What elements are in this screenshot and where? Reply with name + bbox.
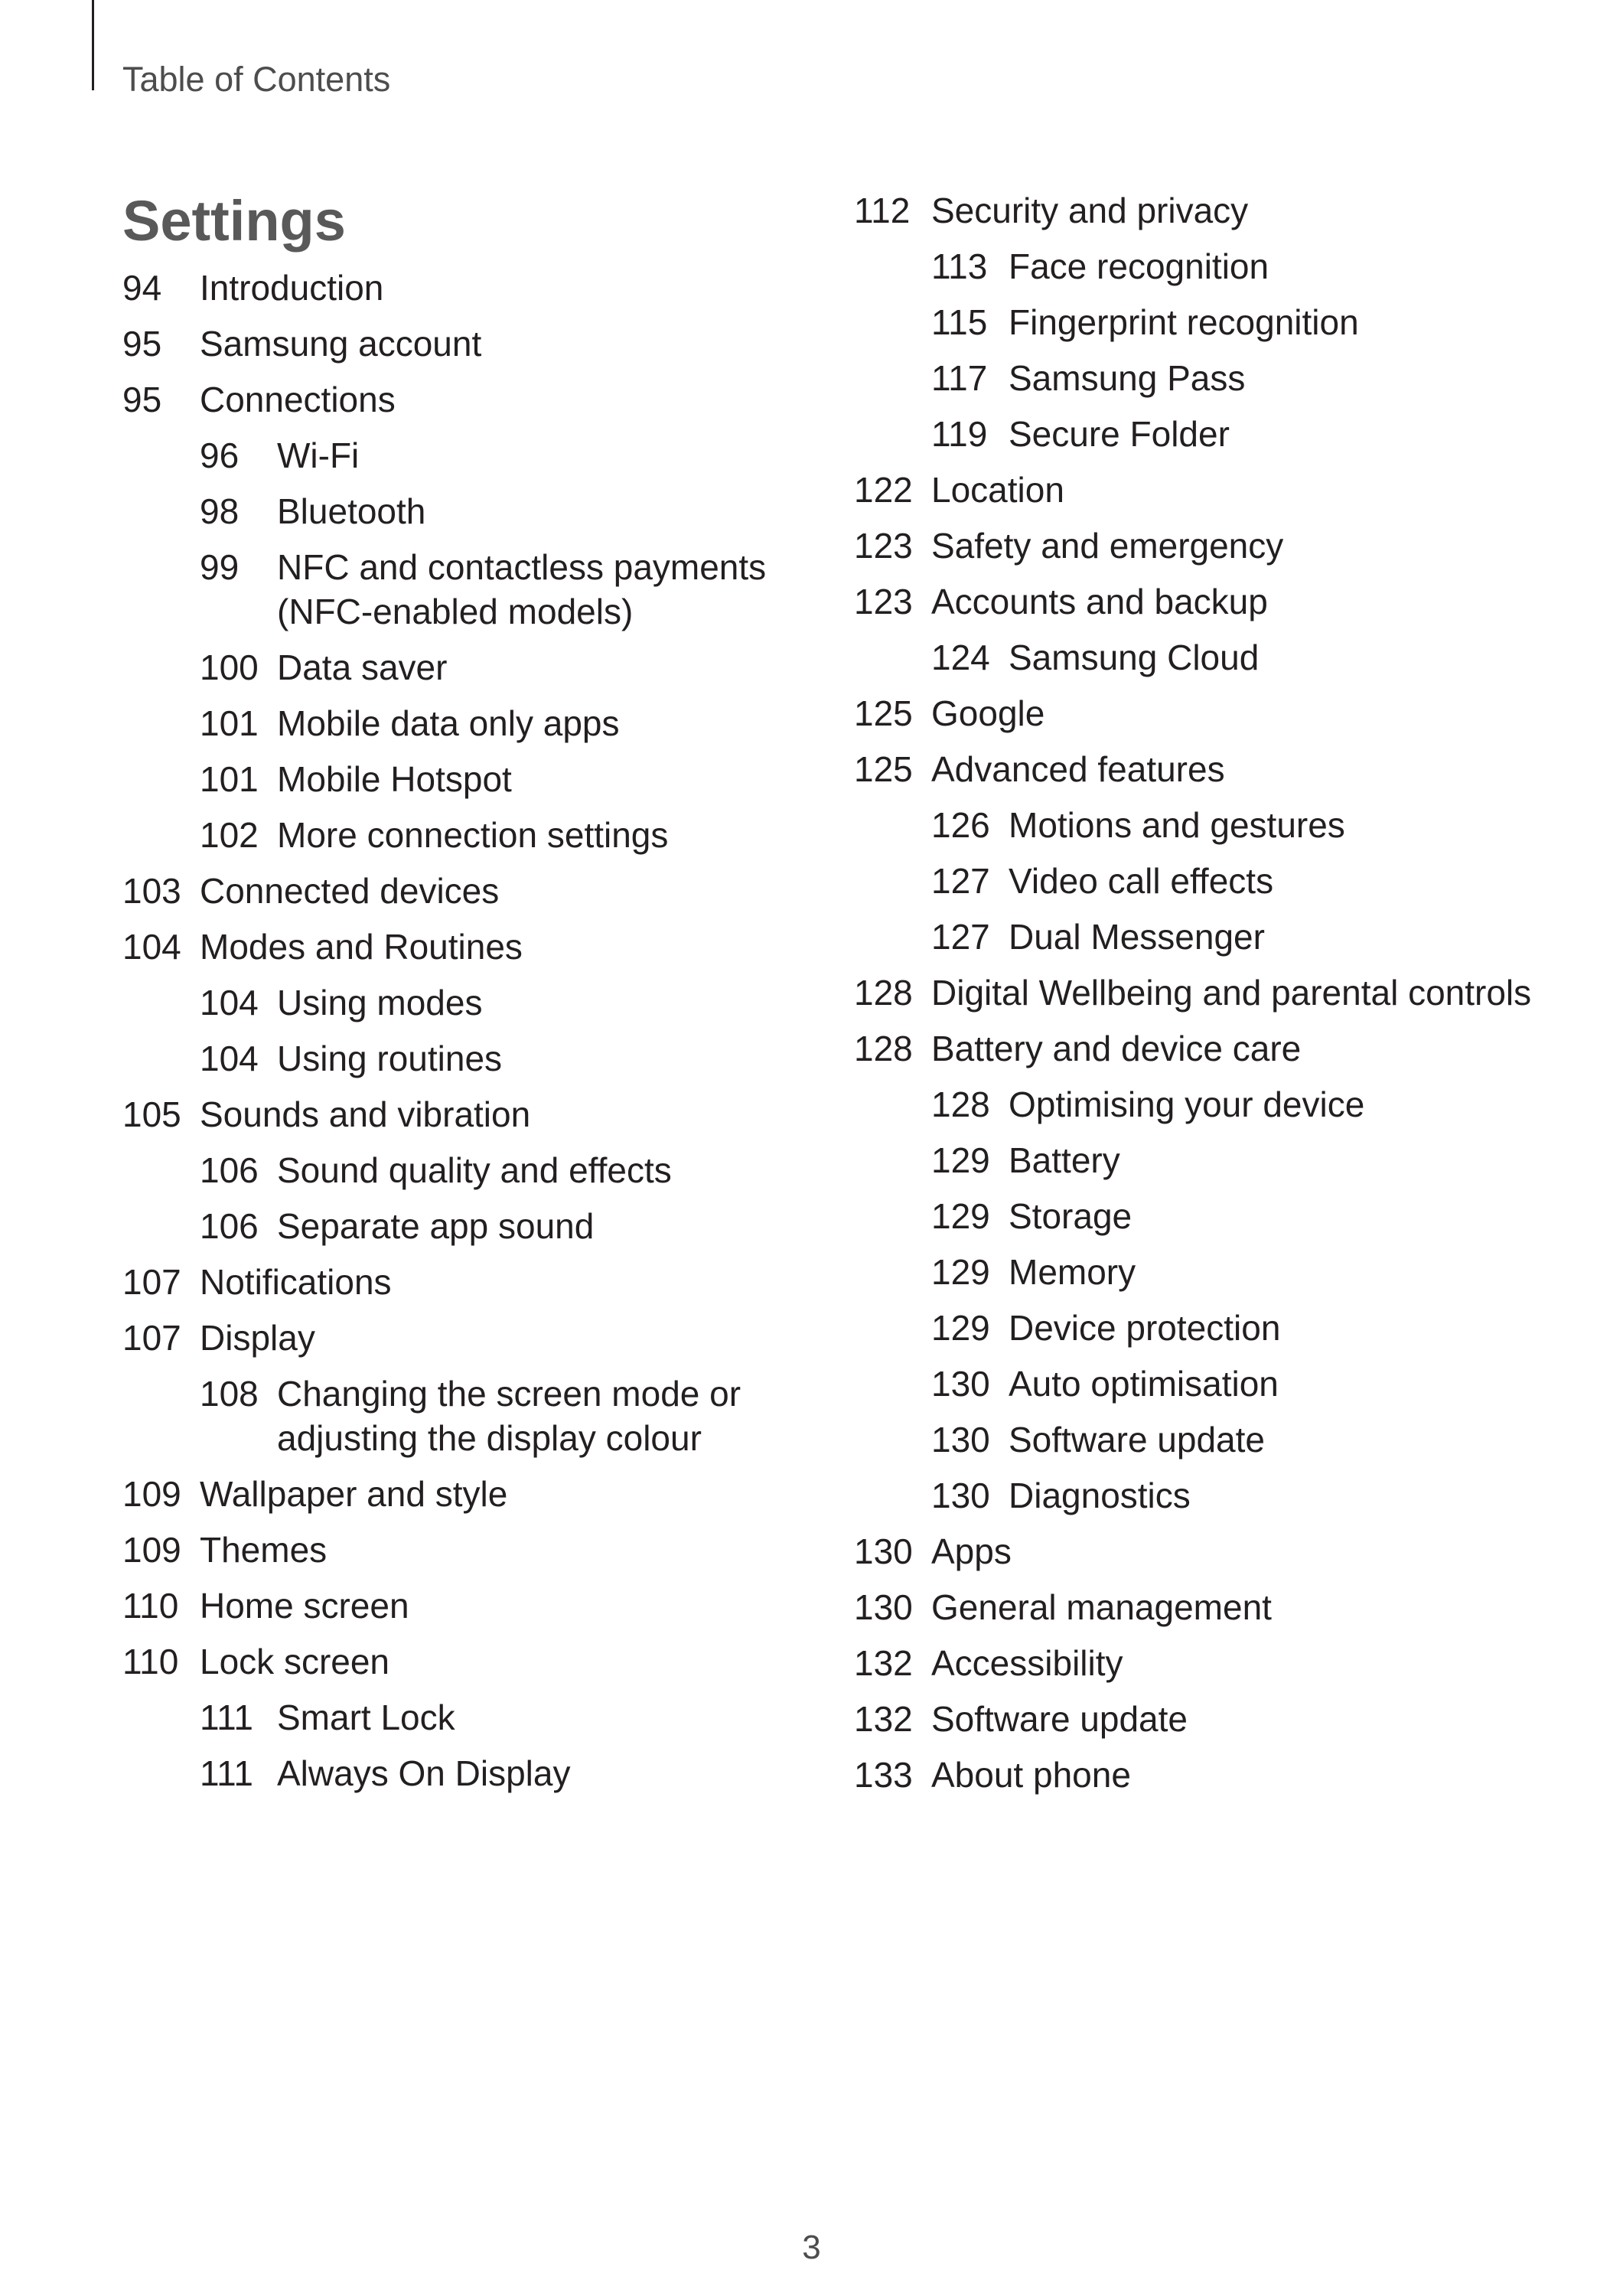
toc-page-number: 132 [854,1643,913,1683]
toc-entry-title: Fingerprint recognition [1009,302,1359,342]
toc-page-number: 106 [200,1206,259,1246]
running-header: Table of Contents [122,60,391,99]
toc-entry[interactable] [122,266,826,310]
toc-entry[interactable] [854,1473,1558,1518]
toc-page-number: 125 [854,749,913,789]
toc-entry[interactable] [854,412,1558,456]
page-number: 3 [802,2229,821,2266]
toc-page-number: 130 [854,1587,913,1627]
toc-page-number: 109 [122,1474,181,1514]
toc-entry[interactable] [854,468,1558,512]
toc-page-number: 104 [200,983,259,1022]
toc-page-number: 101 [200,703,259,743]
toc-entry[interactable] [854,1697,1558,1741]
toc-entry[interactable] [854,1585,1558,1629]
toc-entry-title: Samsung Pass [1009,358,1246,398]
toc-page-number: 109 [122,1530,181,1570]
toc-page-number: 105 [122,1094,181,1134]
header-rule [92,0,94,90]
toc-page-number: 112 [854,191,911,230]
toc-entry[interactable] [854,244,1558,289]
toc-entry-title: Software update [931,1699,1188,1739]
toc-entry-title: Mobile data only apps [277,703,620,743]
toc-entry[interactable] [122,1260,826,1304]
toc-entry-title: Wi-Fi [277,435,360,475]
toc-page-number: 130 [854,1531,913,1571]
toc-entry[interactable] [854,691,1558,735]
toc-entry[interactable] [854,300,1558,344]
toc-entry[interactable] [122,1751,826,1795]
toc-page-number: 103 [122,871,181,911]
toc-page-number: 123 [854,526,913,566]
toc-entry-title: Notifications [200,1262,392,1302]
toc-entry[interactable] [854,803,1558,847]
toc-entry-title: Battery [1009,1140,1120,1180]
toc-entry[interactable] [854,970,1558,1015]
toc-entry-title: Using modes [277,983,483,1022]
toc-entry-title: Home screen [200,1586,409,1626]
toc-entry-title: Separate app sound [277,1206,595,1246]
toc-entry[interactable] [122,1371,826,1460]
toc-entry[interactable] [854,356,1558,400]
toc-page-number: 127 [931,917,990,957]
toc-page-number: 128 [854,1029,913,1068]
toc-entry[interactable] [122,377,826,422]
toc-entry-title: Samsung account [200,324,482,364]
toc-page-number: 95 [122,324,162,364]
toc-entry[interactable] [854,188,1558,233]
toc-entry-title: Lock screen [200,1642,390,1681]
toc-page-number: 107 [122,1318,181,1358]
toc-page-number: 94 [122,268,162,308]
toc-entry[interactable] [854,1306,1558,1350]
toc-page-number: 108 [200,1374,259,1414]
toc-page-number: 104 [200,1039,259,1078]
toc-entry-title: Advanced features [931,749,1225,789]
toc-entry[interactable] [122,869,826,913]
toc-page-number: 122 [854,470,913,510]
toc-entry-title: Storage [1009,1196,1133,1236]
toc-entry-title: Auto optimisation [1009,1364,1279,1404]
toc-page-number: 99 [200,547,240,587]
toc-entry-title: NFC and contactless payments (NFC-enabled models) [277,547,767,631]
toc-entry[interactable] [854,1362,1558,1406]
toc-page-number: 129 [931,1252,990,1292]
toc-entry-title: Apps [931,1531,1012,1571]
toc-page-number: 95 [122,380,162,419]
toc-entry-title: Accounts and backup [931,582,1268,621]
toc-entry[interactable] [122,545,826,634]
toc-page-number: 126 [931,805,990,845]
toc-page-number: 100 [200,647,259,687]
toc-entry-title: Wallpaper and style [200,1474,508,1514]
toc-entry[interactable] [122,1316,826,1360]
toc-page-number: 129 [931,1140,990,1180]
toc-page-number: 130 [931,1420,990,1459]
toc-page-number: 98 [200,491,240,531]
toc-right-column [854,188,1558,1808]
toc-entry[interactable] [122,433,826,478]
toc-entry-title: Face recognition [1009,246,1269,286]
toc-page-number: 132 [854,1699,913,1739]
toc-entry-title: About phone [931,1755,1131,1795]
toc-entry-title: General management [931,1587,1272,1627]
toc-entry-title: Sound quality and effects [277,1150,672,1190]
toc-entry-title: Device protection [1009,1308,1281,1348]
toc-entry-title: Sounds and vibration [200,1094,531,1134]
toc-entry-title: Bluetooth [277,491,426,531]
toc-entry-title: Themes [200,1530,328,1570]
toc-entry-title: Digital Wellbeing and parental controls [931,973,1532,1013]
toc-entry[interactable] [122,1204,826,1248]
toc-page-number: 111 [200,1753,253,1793]
toc-entry-title: Software update [1009,1420,1266,1459]
toc-page-number: 115 [931,302,988,342]
toc-page-number: 128 [931,1084,990,1124]
toc-entry-title: Display [200,1318,315,1358]
toc-page-number: 102 [200,815,259,855]
toc-page-number: 119 [931,414,988,454]
toc-entry-title: Modes and Routines [200,927,523,967]
toc-page-number: 110 [122,1642,179,1681]
toc-entry[interactable] [854,1250,1558,1294]
toc-entry-title: Secure Folder [1009,414,1230,454]
toc-page-number: 133 [854,1755,913,1795]
toc-entry-title: Safety and emergency [931,526,1284,566]
toc-entry[interactable] [122,1036,826,1081]
toc-page-number: 101 [200,759,259,799]
toc-entry[interactable] [122,1148,826,1192]
toc-entry[interactable] [122,1092,826,1137]
toc-entry-title: Google [931,693,1045,733]
toc-entry-title: Accessibility [931,1643,1123,1683]
toc-entry-title: Memory [1009,1252,1136,1292]
toc-entry[interactable] [122,1695,826,1740]
toc-entry[interactable] [122,321,826,366]
toc-entry[interactable] [122,1639,826,1684]
toc-page-number: 113 [931,246,988,286]
toc-page-number: 130 [931,1476,990,1515]
toc-page-number: 117 [931,358,988,398]
toc-entry[interactable] [854,859,1558,903]
toc-entry-title: Samsung Cloud [1009,638,1260,677]
toc-entry[interactable] [854,1641,1558,1685]
toc-entry[interactable] [854,1529,1558,1574]
toc-page-number: 128 [854,973,913,1013]
toc-entry-title: Connections [200,380,396,419]
toc-entry[interactable] [122,489,826,533]
toc-entry-title: Video call effects [1009,861,1274,901]
toc-entry-title: Optimising your device [1009,1084,1365,1124]
toc-entry[interactable] [854,747,1558,791]
toc-page-number: 107 [122,1262,181,1302]
toc-page-number: 129 [931,1308,990,1348]
toc-page-number: 124 [931,638,990,677]
toc-entry[interactable] [854,1082,1558,1127]
toc-entry[interactable] [854,1753,1558,1797]
toc-entry[interactable] [854,915,1558,959]
toc-entry[interactable] [854,1194,1558,1238]
toc-entry-title: Location [931,470,1064,510]
toc-entry-title: Security and privacy [931,191,1249,230]
toc-entry-title: Connected devices [200,871,500,911]
toc-entry[interactable] [854,1417,1558,1462]
toc-entry-title: Data saver [277,647,448,687]
toc-left-column [122,266,826,1807]
toc-entry[interactable] [854,1138,1558,1182]
toc-entry[interactable] [854,635,1558,680]
toc-entry[interactable] [122,980,826,1025]
toc-entry[interactable] [122,1583,826,1628]
toc-page-number: 129 [931,1196,990,1236]
toc-page-number: 96 [200,435,240,475]
toc-page-number: 110 [122,1586,179,1626]
toc-entry-title: Always On Display [277,1753,571,1793]
toc-entry-title: Smart Lock [277,1698,455,1737]
toc-entry-title: Motions and gestures [1009,805,1345,845]
toc-entry-title: Mobile Hotspot [277,759,512,799]
toc-page-number: 106 [200,1150,259,1190]
toc-entry[interactable] [122,1528,826,1572]
toc-entry-title: More connection settings [277,815,669,855]
toc-entry[interactable] [122,925,826,969]
toc-entry[interactable] [122,645,826,690]
section-title: Settings [122,189,346,253]
toc-page-number: 123 [854,582,913,621]
toc-entry[interactable] [122,701,826,745]
toc-entry[interactable] [854,1026,1558,1071]
toc-entry-title: Dual Messenger [1009,917,1265,957]
toc-page-number: 104 [122,927,181,967]
toc-entry[interactable] [854,523,1558,568]
toc-entry-title: Battery and device care [931,1029,1302,1068]
toc-page-number: 125 [854,693,913,733]
toc-entry-title: Introduction [200,268,384,308]
toc-page-number: 111 [200,1698,253,1737]
toc-page-number: 130 [931,1364,990,1404]
toc-entry-title: Using routines [277,1039,503,1078]
toc-page-number: 127 [931,861,990,901]
toc-entry[interactable] [122,1472,826,1516]
toc-entry-title: Changing the screen mode or adjusting the display colour [277,1374,741,1458]
toc-entry[interactable] [854,579,1558,624]
toc-entry[interactable] [122,757,826,801]
toc-entry-title: Diagnostics [1009,1476,1191,1515]
toc-entry[interactable] [122,813,826,857]
